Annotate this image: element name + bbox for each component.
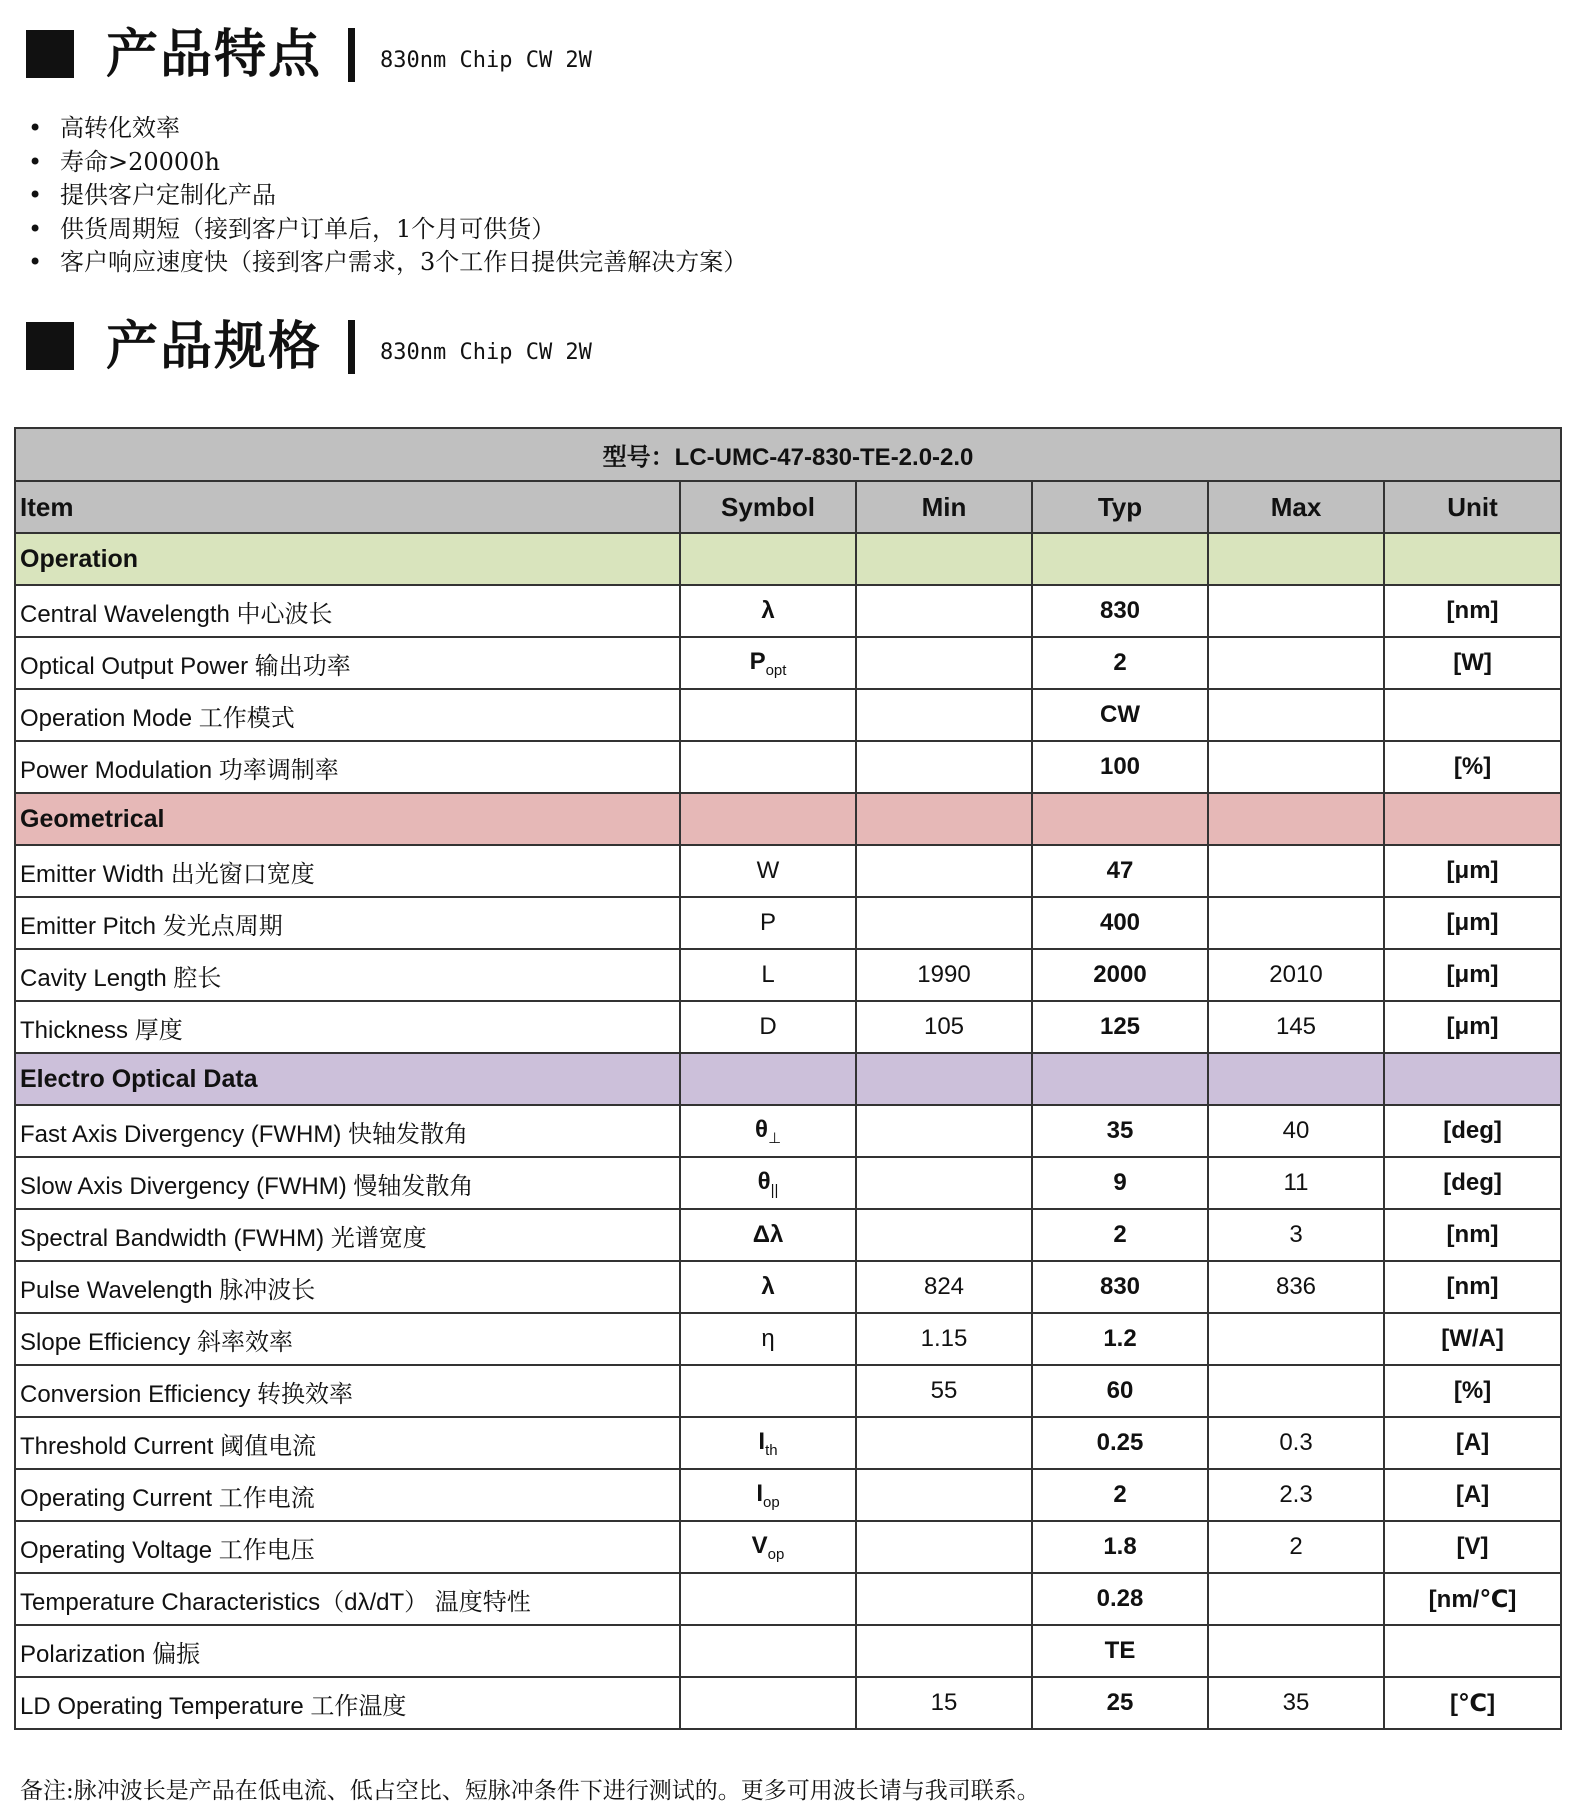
group-label: Electro Optical Data bbox=[15, 1053, 680, 1105]
feature-text: 客户响应速度快（接到客户需求，3个工作日提供完善解决方案） bbox=[60, 248, 748, 276]
cell-unit: [A] bbox=[1384, 1417, 1561, 1469]
header-item: Item bbox=[15, 481, 680, 533]
header-typ: Typ bbox=[1032, 481, 1208, 533]
cell-symbol bbox=[680, 1573, 856, 1625]
cell-unit: [W] bbox=[1384, 637, 1561, 689]
cell-unit: [nm] bbox=[1384, 585, 1561, 637]
cell-max: 11 bbox=[1208, 1157, 1384, 1209]
symbol-main: θ bbox=[757, 1167, 771, 1195]
list-item bbox=[24, 213, 747, 247]
symbol-main: V bbox=[751, 1531, 768, 1559]
symbol-subscript: opt bbox=[765, 661, 787, 679]
table-row bbox=[15, 845, 1561, 897]
cell-unit: [%] bbox=[1384, 741, 1561, 793]
cell-max bbox=[1208, 741, 1384, 793]
header-square-icon bbox=[26, 322, 74, 370]
table-row bbox=[15, 1001, 1561, 1053]
cell-typ: 2000 bbox=[1032, 949, 1208, 1001]
cell-typ: 9 bbox=[1032, 1157, 1208, 1209]
cell-symbol bbox=[680, 897, 856, 949]
feature-text: 高转化效率 bbox=[60, 114, 180, 142]
symbol-main: P bbox=[759, 909, 776, 936]
cell-item: Fast Axis Divergency (FWHM) 快轴发散角 bbox=[15, 1105, 680, 1157]
symbol-subscript: th bbox=[765, 1441, 778, 1459]
cell-item: Operation Mode 工作模式 bbox=[15, 689, 680, 741]
table-row bbox=[15, 949, 1561, 1001]
cell-min: 15 bbox=[856, 1677, 1032, 1729]
cell-symbol bbox=[680, 741, 856, 793]
cell-item: Operating Voltage 工作电压 bbox=[15, 1521, 680, 1573]
list-item bbox=[24, 146, 747, 180]
table-row bbox=[15, 1105, 1561, 1157]
header-divider bbox=[348, 320, 355, 374]
cell-typ: 1.2 bbox=[1032, 1313, 1208, 1365]
cell-unit: [%] bbox=[1384, 1365, 1561, 1417]
cell-item: Emitter Pitch 发光点周期 bbox=[15, 897, 680, 949]
symbol-subscript: op bbox=[762, 1493, 780, 1511]
cell-typ: 830 bbox=[1032, 1261, 1208, 1313]
cell-symbol bbox=[680, 1313, 856, 1365]
group-cell bbox=[1032, 1053, 1208, 1105]
table-row bbox=[15, 1521, 1561, 1573]
cell-max: 2.3 bbox=[1208, 1469, 1384, 1521]
cell-symbol bbox=[680, 1261, 856, 1313]
bullet-icon: • bbox=[28, 147, 43, 176]
cell-typ: 2 bbox=[1032, 1469, 1208, 1521]
group-row-operation bbox=[15, 533, 1561, 585]
group-label: Geometrical bbox=[15, 793, 680, 845]
symbol-main: P bbox=[749, 647, 766, 675]
cell-symbol bbox=[680, 689, 856, 741]
spec-table bbox=[14, 427, 1562, 1730]
features-title: 产品特点 bbox=[106, 24, 323, 85]
cell-max bbox=[1208, 1625, 1384, 1677]
cell-item: Conversion Efficiency 转换效率 bbox=[15, 1365, 680, 1417]
table-row bbox=[15, 1313, 1561, 1365]
group-cell bbox=[1384, 533, 1561, 585]
symbol-main: I bbox=[758, 1427, 766, 1455]
cell-typ: CW bbox=[1032, 689, 1208, 741]
cell-symbol bbox=[680, 1105, 856, 1157]
cell-symbol bbox=[680, 1001, 856, 1053]
bullet-icon: • bbox=[28, 214, 43, 243]
symbol-main: η bbox=[761, 1325, 775, 1352]
cell-typ: TE bbox=[1032, 1625, 1208, 1677]
header-min: Min bbox=[856, 481, 1032, 533]
cell-unit: [nm/℃] bbox=[1384, 1573, 1561, 1625]
cell-min: 1990 bbox=[856, 949, 1032, 1001]
cell-item: Central Wavelength 中心波长 bbox=[15, 585, 680, 637]
symbol-subscript: op bbox=[767, 1545, 785, 1563]
table-row bbox=[15, 1417, 1561, 1469]
group-cell bbox=[1032, 533, 1208, 585]
cell-unit: [nm] bbox=[1384, 1209, 1561, 1261]
cell-typ: 0.28 bbox=[1032, 1573, 1208, 1625]
symbol-main: I bbox=[756, 1479, 763, 1507]
features-subtitle: 830nm Chip CW 2W bbox=[380, 48, 592, 73]
table-row bbox=[15, 1573, 1561, 1625]
cell-min bbox=[856, 845, 1032, 897]
group-row-geometrical bbox=[15, 793, 1561, 845]
cell-unit: [A] bbox=[1384, 1469, 1561, 1521]
cell-symbol bbox=[680, 949, 856, 1001]
cell-item: Temperature Characteristics（dλ/dT） 温度特性 bbox=[15, 1573, 680, 1625]
table-row bbox=[15, 1157, 1561, 1209]
cell-max: 836 bbox=[1208, 1261, 1384, 1313]
cell-typ: 25 bbox=[1032, 1677, 1208, 1729]
list-item bbox=[24, 112, 747, 146]
cell-min bbox=[856, 741, 1032, 793]
table-row bbox=[15, 585, 1561, 637]
group-cell bbox=[856, 1053, 1032, 1105]
cell-unit bbox=[1384, 689, 1561, 741]
group-label: Operation bbox=[15, 533, 680, 585]
cell-min bbox=[856, 897, 1032, 949]
cell-max bbox=[1208, 845, 1384, 897]
cell-min: 105 bbox=[856, 1001, 1032, 1053]
symbol-main: λ bbox=[761, 1273, 775, 1300]
cell-max bbox=[1208, 1313, 1384, 1365]
symbol-main: λ bbox=[761, 597, 775, 624]
bullet-icon: • bbox=[28, 114, 43, 142]
feature-text: 供货周期短（接到客户订单后，1个月可供货） bbox=[60, 214, 556, 243]
table-row bbox=[15, 1677, 1561, 1729]
table-row bbox=[15, 637, 1561, 689]
table-row bbox=[15, 741, 1561, 793]
symbol-main: W bbox=[756, 857, 780, 884]
cell-min: 824 bbox=[856, 1261, 1032, 1313]
cell-typ: 0.25 bbox=[1032, 1417, 1208, 1469]
header-square-icon bbox=[26, 30, 74, 78]
bullet-icon: • bbox=[28, 181, 43, 209]
feature-list bbox=[24, 112, 747, 280]
cell-min bbox=[856, 585, 1032, 637]
cell-item: LD Operating Temperature 工作温度 bbox=[15, 1677, 680, 1729]
cell-unit bbox=[1384, 1625, 1561, 1677]
group-cell bbox=[1032, 793, 1208, 845]
cell-item: Thickness 厚度 bbox=[15, 1001, 680, 1053]
group-cell bbox=[1208, 1053, 1384, 1105]
cell-symbol bbox=[680, 1157, 856, 1209]
cell-symbol bbox=[680, 1521, 856, 1573]
symbol-subscript: || bbox=[770, 1181, 779, 1199]
group-cell bbox=[1208, 533, 1384, 585]
table-row bbox=[15, 689, 1561, 741]
cell-typ: 125 bbox=[1032, 1001, 1208, 1053]
cell-unit: [℃] bbox=[1384, 1677, 1561, 1729]
cell-typ: 35 bbox=[1032, 1105, 1208, 1157]
cell-unit: [μm] bbox=[1384, 1001, 1561, 1053]
cell-item: Pulse Wavelength 脉冲波长 bbox=[15, 1261, 680, 1313]
cell-item: Slow Axis Divergency (FWHM) 慢轴发散角 bbox=[15, 1157, 680, 1209]
cell-item: Optical Output Power 输出功率 bbox=[15, 637, 680, 689]
cell-item: Cavity Length 腔长 bbox=[15, 949, 680, 1001]
cell-symbol bbox=[680, 1625, 856, 1677]
cell-max bbox=[1208, 689, 1384, 741]
cell-unit: [V] bbox=[1384, 1521, 1561, 1573]
cell-typ: 60 bbox=[1032, 1365, 1208, 1417]
cell-max: 3 bbox=[1208, 1209, 1384, 1261]
cell-max: 35 bbox=[1208, 1677, 1384, 1729]
group-cell bbox=[856, 793, 1032, 845]
symbol-main: θ bbox=[754, 1115, 768, 1143]
group-cell bbox=[680, 533, 856, 585]
cell-max: 40 bbox=[1208, 1105, 1384, 1157]
cell-symbol bbox=[680, 1469, 856, 1521]
cell-min: 1.15 bbox=[856, 1313, 1032, 1365]
table-row bbox=[15, 1261, 1561, 1313]
symbol-subscript: ⊥ bbox=[767, 1129, 782, 1147]
feature-text: 寿命>20000h bbox=[60, 147, 220, 176]
cell-item: Spectral Bandwidth (FWHM) 光谱宽度 bbox=[15, 1209, 680, 1261]
header-unit: Unit bbox=[1384, 481, 1561, 533]
cell-unit: [μm] bbox=[1384, 845, 1561, 897]
cell-typ: 100 bbox=[1032, 741, 1208, 793]
cell-max: 2010 bbox=[1208, 949, 1384, 1001]
cell-unit: [W/A] bbox=[1384, 1313, 1561, 1365]
group-cell bbox=[680, 1053, 856, 1105]
table-row bbox=[15, 897, 1561, 949]
group-cell bbox=[1208, 793, 1384, 845]
list-item bbox=[24, 246, 747, 280]
cell-unit: [nm] bbox=[1384, 1261, 1561, 1313]
cell-symbol bbox=[680, 1677, 856, 1729]
cell-unit: [deg] bbox=[1384, 1105, 1561, 1157]
model-number: 型号：LC-UMC-47-830-TE-2.0-2.0 bbox=[15, 428, 1561, 481]
list-item bbox=[24, 179, 747, 213]
cell-max: 145 bbox=[1208, 1001, 1384, 1053]
cell-symbol bbox=[680, 637, 856, 689]
cell-symbol bbox=[680, 585, 856, 637]
cell-symbol bbox=[680, 1209, 856, 1261]
cell-item: Power Modulation 功率调制率 bbox=[15, 741, 680, 793]
cell-max: 0.3 bbox=[1208, 1417, 1384, 1469]
cell-item: Threshold Current 阈值电流 bbox=[15, 1417, 680, 1469]
cell-min bbox=[856, 1157, 1032, 1209]
cell-unit: [μm] bbox=[1384, 949, 1561, 1001]
cell-typ: 2 bbox=[1032, 637, 1208, 689]
cell-min bbox=[856, 1625, 1032, 1677]
table-row bbox=[15, 1209, 1561, 1261]
cell-max bbox=[1208, 585, 1384, 637]
group-cell bbox=[1384, 793, 1561, 845]
cell-item: Operating Current 工作电流 bbox=[15, 1469, 680, 1521]
table-row bbox=[15, 1469, 1561, 1521]
group-cell bbox=[856, 533, 1032, 585]
cell-typ: 400 bbox=[1032, 897, 1208, 949]
cell-max bbox=[1208, 1573, 1384, 1625]
symbol-main: D bbox=[759, 1013, 777, 1040]
spec-subtitle: 830nm Chip CW 2W bbox=[380, 340, 592, 365]
cell-item: Polarization 偏振 bbox=[15, 1625, 680, 1677]
header-max: Max bbox=[1208, 481, 1384, 533]
group-cell bbox=[680, 793, 856, 845]
cell-symbol bbox=[680, 1365, 856, 1417]
cell-min bbox=[856, 1469, 1032, 1521]
feature-text: 提供客户定制化产品 bbox=[60, 181, 276, 209]
cell-item: Emitter Width 出光窗口宽度 bbox=[15, 845, 680, 897]
cell-typ: 830 bbox=[1032, 585, 1208, 637]
group-row-electro bbox=[15, 1053, 1561, 1105]
cell-symbol bbox=[680, 1417, 856, 1469]
cell-max bbox=[1208, 1365, 1384, 1417]
cell-unit: [μm] bbox=[1384, 897, 1561, 949]
cell-item: Slope Efficiency 斜率效率 bbox=[15, 1313, 680, 1365]
cell-max bbox=[1208, 637, 1384, 689]
cell-max: 2 bbox=[1208, 1521, 1384, 1573]
cell-min bbox=[856, 637, 1032, 689]
cell-min bbox=[856, 689, 1032, 741]
cell-symbol bbox=[680, 845, 856, 897]
cell-max bbox=[1208, 897, 1384, 949]
cell-min bbox=[856, 1417, 1032, 1469]
footnote: 备注:脉冲波长是产品在低电流、低占空比、短脉冲条件下进行测试的。更多可用波长请与我司联系。 bbox=[20, 1778, 1040, 1804]
group-cell bbox=[1384, 1053, 1561, 1105]
cell-min bbox=[856, 1209, 1032, 1261]
cell-typ: 47 bbox=[1032, 845, 1208, 897]
cell-min bbox=[856, 1105, 1032, 1157]
cell-min bbox=[856, 1573, 1032, 1625]
table-row bbox=[15, 1625, 1561, 1677]
header-divider bbox=[348, 28, 355, 82]
header-symbol: Symbol bbox=[680, 481, 856, 533]
cell-unit: [deg] bbox=[1384, 1157, 1561, 1209]
cell-min bbox=[856, 1521, 1032, 1573]
symbol-main: Δλ bbox=[752, 1221, 784, 1248]
symbol-main: L bbox=[761, 961, 775, 988]
table-row bbox=[15, 1365, 1561, 1417]
spec-title: 产品规格 bbox=[106, 316, 323, 377]
cell-typ: 2 bbox=[1032, 1209, 1208, 1261]
bullet-icon: • bbox=[28, 248, 43, 276]
cell-typ: 1.8 bbox=[1032, 1521, 1208, 1573]
spec-table-body bbox=[15, 533, 1561, 1729]
cell-min: 55 bbox=[856, 1365, 1032, 1417]
